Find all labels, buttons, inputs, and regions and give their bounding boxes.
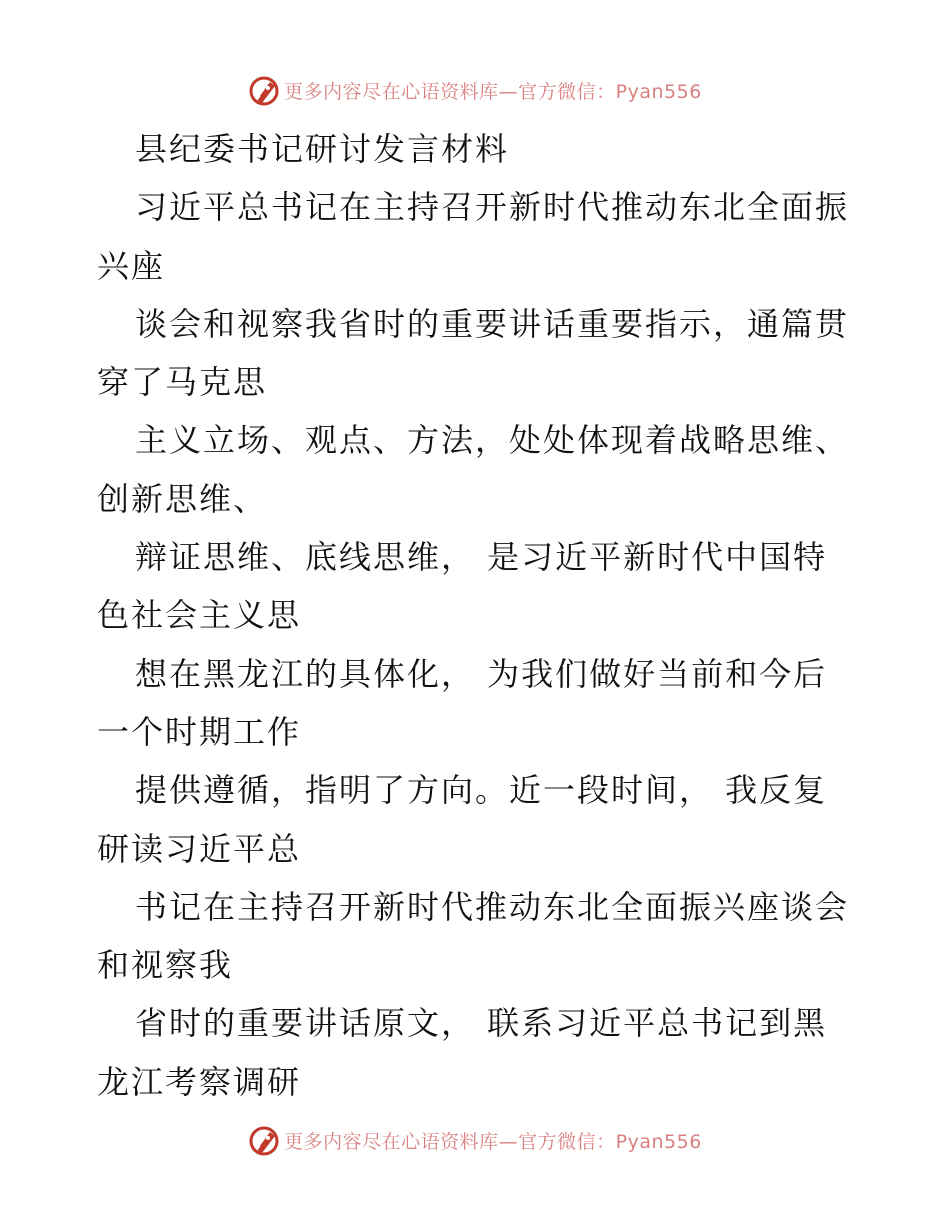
paragraph-line: 省时的重要讲话原文， 联系习近平总书记到黑 bbox=[135, 1004, 828, 1043]
header-banner-text: 更多内容尽在心语资料库—官方微信：Pyan556 bbox=[284, 80, 702, 103]
pen-nib-logo-icon bbox=[248, 74, 280, 106]
paragraph-line: 兴座 bbox=[97, 246, 166, 285]
paragraph-line: 提供遵循，指明了方向。近一段时间， 我反复 bbox=[135, 771, 828, 810]
paragraph-line: 辩证思维、底线思维， 是习近平新时代中国特 bbox=[135, 538, 828, 577]
paragraph-line: 和视察我 bbox=[97, 946, 234, 985]
footer-banner bbox=[0, 1122, 950, 1158]
paragraph-line: 谈会和视察我省时的重要讲话重要指示，通篇贯 bbox=[135, 304, 850, 343]
paragraph-line: 一个时期工作 bbox=[97, 712, 302, 751]
paragraph-line: 龙江考察调研 bbox=[97, 1062, 302, 1101]
header-banner bbox=[0, 72, 950, 108]
document-body bbox=[97, 120, 867, 1111]
paragraph-line: 习近平总书记在主持召开新时代推动东北全面振 bbox=[135, 188, 850, 227]
paragraph-line: 想在黑龙江的具体化， 为我们做好当前和今后 bbox=[135, 654, 828, 693]
paragraph-line: 书记在主持召开新时代推动东北全面振兴座谈会 bbox=[135, 887, 850, 926]
paragraph-line: 研读习近平总 bbox=[97, 829, 302, 868]
footer-banner-text: 更多内容尽在心语资料库—官方微信：Pyan556 bbox=[284, 1130, 702, 1153]
paragraph-line: 县纪委书记研讨发言材料 bbox=[135, 130, 510, 168]
paragraph-line: 主义立场、观点、方法，处处体现着战略思维、 bbox=[135, 421, 850, 460]
paragraph-line: 穿了马克思 bbox=[97, 363, 268, 402]
paragraph-line: 色社会主义思 bbox=[97, 596, 302, 635]
paragraph-line: 创新思维、 bbox=[97, 479, 268, 518]
pen-nib-logo-icon bbox=[248, 1124, 280, 1156]
